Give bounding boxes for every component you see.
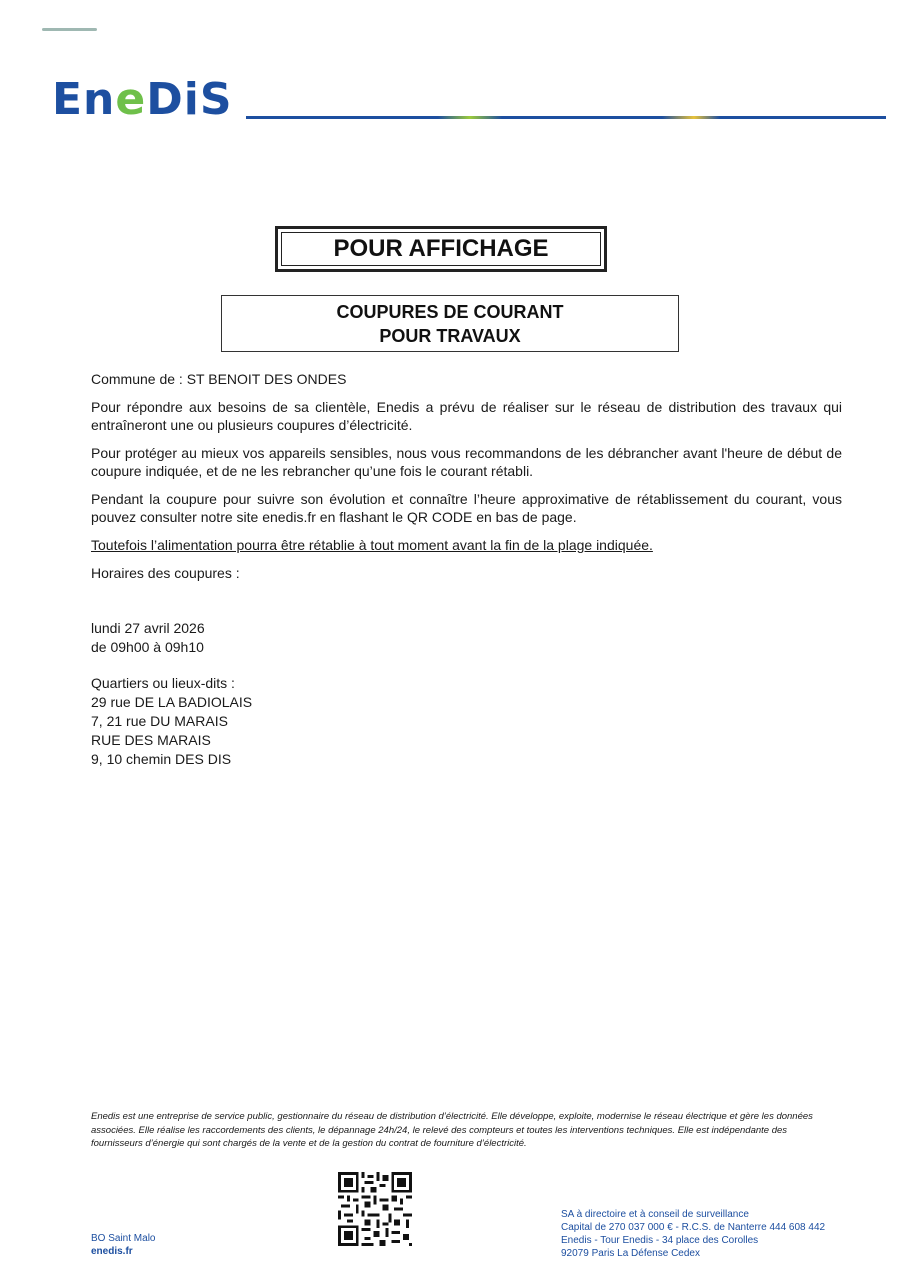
location-item: 7, 21 rue DU MARAIS: [91, 713, 228, 729]
logo-text-3: DiS: [146, 74, 233, 125]
notice-title-box: [221, 295, 679, 352]
logo-text-2: e: [115, 74, 147, 125]
paragraph-3: Pendant la coupure pour suivre son évolution et connaître l’heure approximative de rétablissement du courant, vous pouvez consulter notre site enedis.fr en flashant le QR CODE en bas de page.: [91, 491, 842, 525]
enedis-logo: [52, 74, 233, 126]
location-item: 29 rue DE LA BADIOLAIS: [91, 694, 253, 710]
locations-label: Quartiers ou lieux-dits :: [91, 675, 235, 691]
logo-text-1: En: [52, 74, 116, 125]
scan-mark: [42, 28, 97, 31]
location-item: 9, 10 chemin DES DIS: [91, 751, 232, 767]
commune-line: Commune de : ST BENOIT DES ONDES: [91, 371, 347, 387]
company-line-1: SA à directoire et à conseil de surveillance: [561, 1209, 749, 1220]
location-item: RUE DES MARAIS: [91, 732, 211, 748]
office-name: BO Saint Malo: [91, 1233, 156, 1244]
legal-notice: Enedis est une entreprise de service public, gestionnaire du réseau de distribution d’électricité. Elle développe, exploite, modernise le réseau électrique et gère les données associées. Elle réalise les raccordements des clients, le dépannage 24h/24, le relevé des compteurs et toutes les interventions techniques. Elle est indépendante des fournisseurs d’énergie qui sont chargés de la vente et de la gestion du contrat de fourniture d’électricité.: [91, 1111, 813, 1149]
paragraph-2: Pour protéger au mieux vos appareils sensibles, nous vous recommandons de les débrancher avant l'heure de début de coupure indiquée, et de ne les rebrancher qu’une fois le courant rétabli.: [91, 445, 842, 479]
warning-line: [91, 536, 842, 554]
schedule-label: Horaires des coupures :: [91, 565, 240, 581]
notice-title-line1: COUPURES DE COURANT: [336, 301, 564, 322]
schedule-time: de 09h00 à 09h10: [91, 639, 204, 655]
affichage-label: POUR AFFICHAGE: [281, 232, 601, 266]
header-rule: [246, 116, 886, 119]
schedule-date: lundi 27 avril 2026: [91, 620, 205, 636]
notice-title-line2: POUR TRAVAUX: [379, 325, 521, 346]
company-line-2: Capital de 270 037 000 € - R.C.S. de Nanterre 444 608 442: [561, 1222, 826, 1233]
warning-text: Toutefois l’alimentation pourra être rétablie à tout moment avant la fin de la plage indiquée.: [91, 537, 653, 553]
qr-code-icon[interactable]: [338, 1172, 412, 1246]
paragraph-1: Pour répondre aux besoins de sa clientèle, Enedis a prévu de réaliser sur le réseau de distribution des travaux qui entraîneront une ou plusieurs coupures d’électricité.: [91, 399, 842, 433]
locations-block: [91, 674, 252, 769]
office-block: [91, 1232, 155, 1258]
company-info: [561, 1208, 825, 1260]
notice-body: [91, 370, 842, 592]
schedule-block: [91, 619, 205, 657]
company-line-4: 92079 Paris La Défense Cedex: [561, 1248, 700, 1259]
website-link[interactable]: enedis.fr: [91, 1246, 133, 1257]
company-line-3: Enedis - Tour Enedis - 34 place des Corolles: [561, 1235, 759, 1246]
affichage-box: [275, 226, 607, 272]
